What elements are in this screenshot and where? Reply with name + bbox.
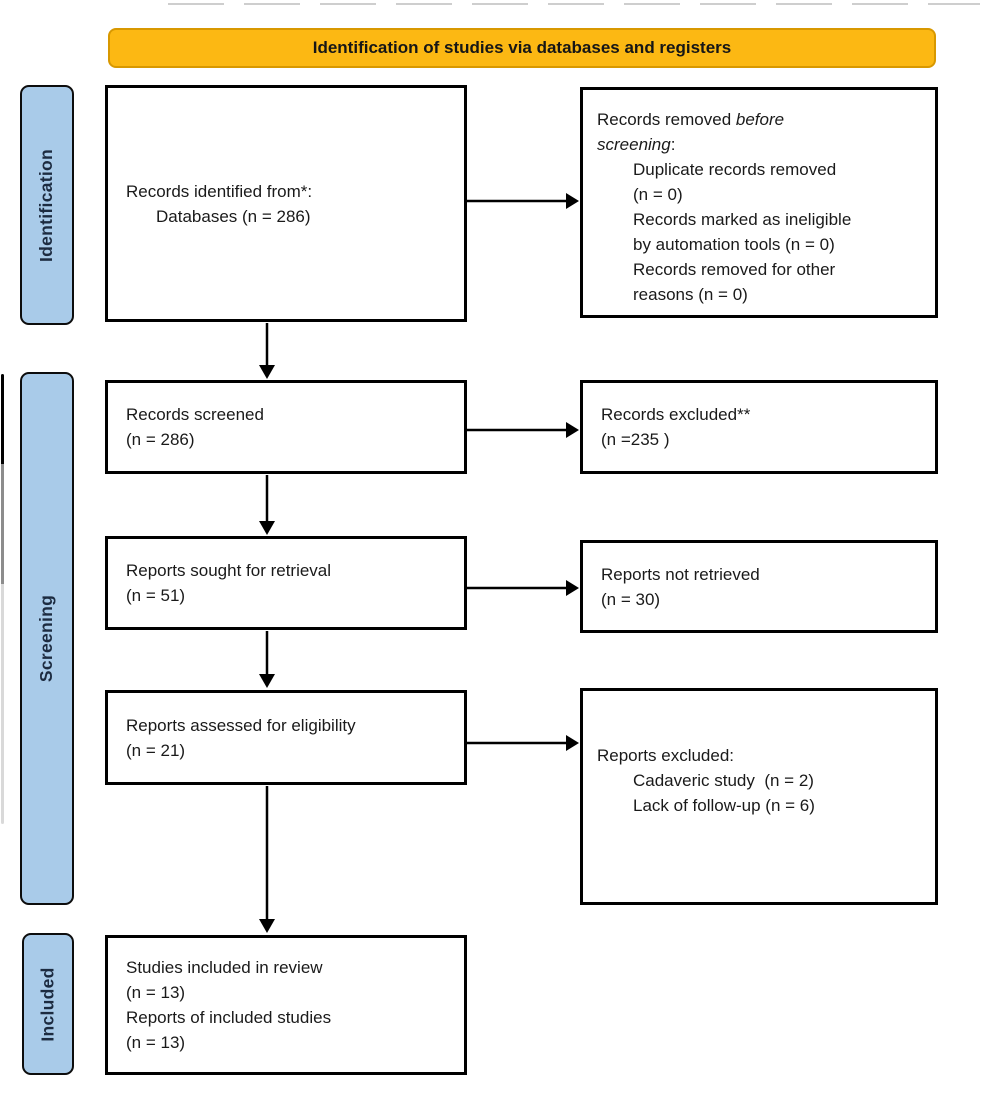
box-text-line: (n = 51)	[126, 586, 186, 605]
arrow-screened-to-excluded	[467, 422, 579, 438]
box-text-line: reasons (n = 0)	[633, 285, 748, 304]
box-text-line: Records removed for other	[633, 260, 836, 279]
box-reports-sought-for-retrieval	[105, 536, 467, 630]
box-text-line: (n = 13)	[126, 983, 186, 1002]
box-studies-included-in-review	[105, 935, 467, 1075]
box-text-line: Lack of follow-up (n = 6)	[633, 796, 815, 815]
box-text-line: (n = 0)	[633, 185, 683, 204]
stage-label-screening: Screening	[20, 372, 74, 905]
box-text-line: Duplicate records removed	[633, 160, 837, 179]
arrow-identified-to-screened	[259, 323, 275, 379]
box-records-excluded	[580, 380, 938, 474]
box-text-line: Studies included in review	[126, 958, 323, 977]
stage-label-included: Included	[22, 933, 74, 1075]
box-text-line: Databases (n = 286)	[156, 206, 311, 226]
arrow-assessed-to-included	[259, 786, 275, 933]
box-text-line: by automation tools (n = 0)	[633, 235, 835, 254]
box-text-line: Reports not retrieved	[601, 564, 760, 584]
box-text-line: Records identified from*:	[126, 181, 313, 201]
arrow-screened-to-sought	[259, 475, 275, 535]
stage-label-identification: Identification	[20, 85, 74, 325]
box-text-line: Records removed before	[597, 110, 785, 129]
box-text-line: Records marked as ineligible	[633, 210, 852, 229]
box-records-screened	[105, 380, 467, 474]
box-text-line: Cadaveric study (n = 2)	[633, 771, 814, 790]
arrow-identified-to-removed	[467, 193, 579, 209]
box-text-line: (n = 21)	[126, 740, 186, 760]
box-text-line: (n = 13)	[126, 1033, 186, 1052]
box-text-line: Reports of included studies	[126, 1008, 332, 1027]
diagram-title-banner	[108, 28, 936, 68]
cropped-text-artifact	[168, 3, 980, 5]
box-text-line: (n = 30)	[601, 589, 661, 609]
box-text-line: Reports assessed for eligibility	[126, 715, 356, 735]
box-text-line: screening:	[597, 135, 676, 154]
arrow-assessed-to-reports-excluded	[467, 735, 579, 751]
box-text-line: Reports excluded:	[597, 746, 735, 765]
box-text-line: (n =235 )	[601, 430, 670, 449]
cropped-edge-artifact	[1, 374, 4, 824]
box-text-line: Reports sought for retrieval	[126, 561, 332, 580]
box-text-line: Records excluded**	[601, 405, 751, 424]
arrow-sought-to-assessed	[259, 631, 275, 688]
box-text-line: Records screened	[126, 405, 264, 424]
box-reports-excluded	[580, 688, 938, 905]
diagram-title: Identification of studies via databases and registers	[312, 38, 732, 57]
box-records-removed-before-screening	[580, 87, 938, 318]
box-text-line: (n = 286)	[126, 430, 195, 449]
box-reports-assessed-for-eligibility	[105, 690, 467, 785]
arrow-sought-to-not-retrieved	[467, 580, 579, 596]
box-reports-not-retrieved	[580, 540, 938, 633]
box-records-identified	[105, 85, 467, 322]
